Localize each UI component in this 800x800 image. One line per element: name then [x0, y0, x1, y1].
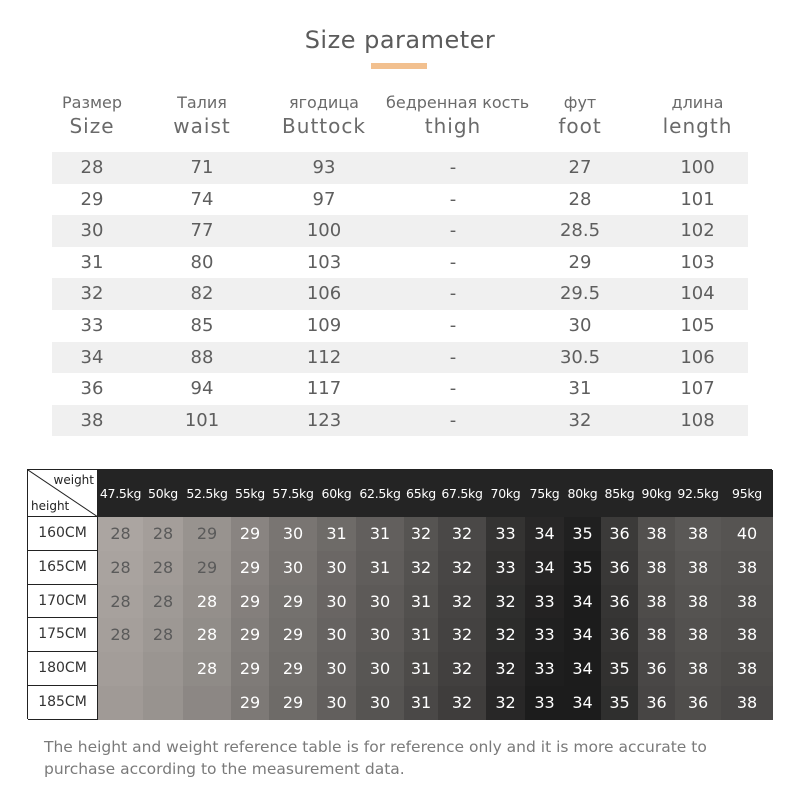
table-row [52, 278, 748, 310]
header-size-en: Size [69, 114, 115, 138]
size-cell: 28 [143, 618, 183, 652]
size-cell: 31 [317, 517, 356, 551]
weight-header: 55kg [235, 486, 265, 501]
size-cell: 30 [269, 517, 317, 551]
size-cell: 33 [525, 686, 564, 720]
table-cell: - [449, 251, 457, 273]
size-cell: 28 [98, 618, 143, 652]
size-cell: 40 [721, 517, 773, 551]
size-cell: 38 [721, 686, 773, 720]
size-cell: 38 [675, 618, 721, 652]
table-cell: 32 [80, 283, 104, 305]
table-cell: 106 [680, 346, 715, 368]
table-cell: - [449, 220, 457, 242]
table-cell: - [449, 314, 457, 336]
weight-header: 80kg [567, 486, 598, 501]
table-cell: 71 [190, 157, 214, 178]
size-cell: 28 [98, 585, 143, 619]
table-cell: 34 [80, 346, 104, 368]
size-table-header [52, 92, 748, 152]
table-cell: 112 [306, 346, 342, 368]
size-cell: 36 [638, 686, 675, 720]
table-cell: 38 [80, 409, 104, 431]
weight-header: 57.5kg [272, 486, 314, 501]
size-cell: 29 [269, 618, 317, 652]
size-cell: 32 [438, 686, 486, 720]
size-cell [98, 686, 143, 720]
header-foot-ru: фут [563, 93, 597, 112]
size-cell: 32 [438, 585, 486, 619]
size-cell: 38 [675, 585, 721, 619]
size-cell: 33 [525, 585, 564, 619]
table-row [52, 215, 748, 247]
size-cell: 38 [721, 551, 773, 585]
page-title: Size parameter [304, 26, 496, 54]
table-row [52, 184, 748, 216]
table-cell: - [449, 346, 457, 368]
table-cell: 106 [306, 283, 342, 305]
size-cell: 38 [721, 618, 773, 652]
size-cell: 36 [601, 517, 638, 551]
size-cell [183, 686, 231, 720]
size-cell: 31 [404, 585, 438, 619]
size-cell: 29 [231, 517, 269, 551]
size-cell: 31 [356, 551, 404, 585]
table-cell: - [449, 283, 457, 305]
size-cell: 30 [356, 652, 404, 686]
size-cell: 30 [317, 551, 356, 585]
size-cell: 32 [438, 517, 486, 551]
header-buttock [274, 92, 374, 152]
table-cell: 109 [306, 314, 342, 336]
size-cell: 32 [404, 517, 438, 551]
table-row [52, 247, 748, 279]
table-cell: 32 [568, 409, 592, 431]
size-cell: 36 [638, 652, 675, 686]
table-cell: 103 [680, 251, 715, 273]
size-cell: 29 [269, 585, 317, 619]
size-cell: 30 [356, 618, 404, 652]
weight-header: 75kg [529, 486, 560, 501]
table-cell: 105 [680, 314, 715, 336]
height-header: 180CM [28, 652, 98, 686]
size-cell: 38 [675, 551, 721, 585]
size-cell: 38 [638, 551, 675, 585]
title-underline [371, 63, 427, 69]
size-cell: 31 [356, 517, 404, 551]
table-row [52, 342, 748, 374]
size-cell [143, 686, 183, 720]
weight-header: 60kg [321, 486, 352, 501]
size-cell: 34 [564, 618, 601, 652]
header-foot-en: foot [558, 114, 602, 138]
size-cell: 32 [486, 652, 525, 686]
size-cell: 33 [525, 618, 564, 652]
header-size-ru: Размер [61, 93, 123, 112]
size-cell: 31 [404, 686, 438, 720]
size-table-body [52, 152, 748, 436]
table-cell: 27 [568, 157, 592, 178]
header-waist-en: waist [173, 114, 231, 138]
table-cell: 29 [568, 251, 592, 273]
size-cell: 32 [438, 652, 486, 686]
size-cell: 30 [317, 652, 356, 686]
table-cell: - [449, 188, 457, 210]
table-cell: 30 [80, 220, 104, 242]
size-cell: 32 [486, 585, 525, 619]
size-cell: 38 [675, 652, 721, 686]
size-cell: 29 [231, 551, 269, 585]
header-length-ru: длина [671, 93, 724, 112]
size-cell: 30 [317, 686, 356, 720]
table-cell: 31 [80, 251, 104, 273]
weight-header: 62.5kg [359, 486, 401, 501]
corner-weight-label: weight [53, 473, 94, 487]
size-cell: 32 [486, 618, 525, 652]
table-cell: 97 [312, 188, 336, 210]
size-cell: 36 [601, 585, 638, 619]
size-cell: 36 [601, 551, 638, 585]
table-cell: 77 [190, 220, 214, 242]
size-cell: 38 [638, 585, 675, 619]
reference-note: The height and weight reference table is for reference only and it is more accurate to purchase according to the measurement data. [44, 738, 707, 778]
table-cell: 101 [680, 188, 715, 210]
size-recommendation-grid [98, 517, 773, 719]
size-cell: 34 [564, 585, 601, 619]
table-cell: 108 [680, 409, 715, 431]
header-waist-ru: Талия [177, 93, 227, 112]
table-cell: 31 [568, 378, 592, 400]
table-cell: 30.5 [559, 346, 601, 368]
size-cell: 29 [231, 618, 269, 652]
size-parameter-table [52, 92, 748, 431]
table-cell: 36 [80, 378, 104, 400]
table-cell: - [449, 157, 457, 178]
table-cell: 102 [680, 220, 715, 242]
size-cell [143, 652, 183, 686]
size-cell: 31 [404, 618, 438, 652]
table-row [52, 405, 748, 437]
size-cell: 38 [721, 585, 773, 619]
table-cell: 117 [306, 378, 342, 400]
size-cell: 31 [404, 652, 438, 686]
table-cell: 101 [184, 409, 220, 431]
height-header: 165CM [28, 551, 98, 585]
size-cell: 33 [525, 652, 564, 686]
size-cell: 28 [143, 585, 183, 619]
size-cell [98, 652, 143, 686]
size-cell: 28 [183, 618, 231, 652]
height-header: 185CM [28, 686, 98, 720]
size-cell: 33 [486, 551, 525, 585]
size-cell: 29 [231, 652, 269, 686]
size-cell: 30 [269, 551, 317, 585]
size-cell: 30 [356, 585, 404, 619]
size-cell: 28 [183, 585, 231, 619]
header-thigh [386, 92, 530, 152]
size-cell: 32 [404, 551, 438, 585]
table-cell: 82 [190, 283, 214, 305]
size-cell: 38 [638, 618, 675, 652]
size-cell: 34 [525, 551, 564, 585]
size-cell: 35 [564, 517, 601, 551]
size-cell: 29 [231, 686, 269, 720]
size-cell: 33 [486, 517, 525, 551]
size-cell: 34 [525, 517, 564, 551]
size-cell: 29 [269, 652, 317, 686]
table-row [52, 152, 748, 184]
table-cell: - [449, 409, 457, 431]
header-waist [162, 92, 242, 152]
weight-header: 90kg [641, 486, 672, 501]
header-size [52, 92, 132, 152]
weight-header: 92.5kg [677, 486, 719, 501]
table-cell: 123 [306, 409, 342, 431]
size-cell: 35 [601, 652, 638, 686]
header-buttock-en: Buttock [282, 114, 366, 138]
header-length [647, 92, 748, 152]
table-cell: 100 [306, 220, 342, 242]
table-cell: 29.5 [559, 283, 601, 305]
table-cell: 80 [190, 251, 214, 273]
weight-header: 85kg [604, 486, 635, 501]
header-thigh-ru: бедренная кость [386, 93, 530, 112]
table-cell: 74 [190, 188, 214, 210]
weight-header: 52.5kg [186, 486, 228, 501]
header-thigh-en: thigh [424, 114, 482, 138]
table-cell: 28.5 [559, 220, 601, 242]
weight-header: 70kg [490, 486, 521, 501]
header-buttock-ru: ягодица [289, 93, 359, 112]
header-foot [540, 92, 620, 152]
weight-header: 65kg [406, 486, 436, 501]
height-header: 170CM [28, 585, 98, 619]
size-cell: 38 [638, 517, 675, 551]
size-cell: 34 [564, 652, 601, 686]
size-cell: 30 [317, 618, 356, 652]
size-cell: 38 [721, 652, 773, 686]
size-cell: 28 [143, 517, 183, 551]
size-cell: 32 [438, 551, 486, 585]
table-cell: 107 [680, 378, 715, 400]
size-cell: 29 [183, 551, 231, 585]
height-weight-table [27, 469, 772, 719]
size-cell: 29 [269, 686, 317, 720]
size-cell: 36 [601, 618, 638, 652]
table-cell: 28 [80, 157, 104, 178]
table-cell: 29 [80, 188, 104, 210]
table-cell: 30 [568, 314, 592, 336]
table-cell: 88 [190, 346, 214, 368]
weight-header: 95kg [732, 486, 762, 501]
hw-corner-cell [28, 470, 98, 517]
table-cell: 33 [80, 314, 104, 336]
size-cell: 32 [486, 686, 525, 720]
size-cell: 36 [675, 686, 721, 720]
size-cell: 35 [564, 551, 601, 585]
table-cell: 28 [568, 188, 592, 210]
corner-height-label: height [31, 499, 70, 513]
header-length-en: length [662, 114, 733, 138]
size-cell: 28 [143, 551, 183, 585]
table-cell: 94 [190, 378, 214, 400]
weight-header: 67.5kg [441, 486, 483, 501]
weight-header-row [98, 470, 773, 517]
table-cell: 104 [680, 283, 715, 305]
size-cell: 29 [183, 517, 231, 551]
table-cell: 93 [312, 157, 336, 178]
table-cell: 103 [306, 251, 342, 273]
table-cell: 85 [190, 314, 214, 336]
table-cell: 100 [680, 157, 715, 178]
size-cell: 30 [356, 686, 404, 720]
size-cell: 28 [98, 551, 143, 585]
size-cell: 28 [183, 652, 231, 686]
size-cell: 29 [231, 585, 269, 619]
size-cell: 28 [98, 517, 143, 551]
weight-header: 50kg [148, 486, 178, 501]
height-header: 175CM [28, 618, 98, 652]
table-cell: - [449, 378, 457, 400]
weight-header: 47.5kg [99, 486, 142, 501]
size-cell: 32 [438, 618, 486, 652]
table-row [52, 373, 748, 405]
table-row [52, 310, 748, 342]
size-cell: 38 [675, 517, 721, 551]
size-cell: 35 [601, 686, 638, 720]
height-header: 160CM [28, 517, 98, 551]
size-cell: 30 [317, 585, 356, 619]
size-cell: 34 [564, 686, 601, 720]
